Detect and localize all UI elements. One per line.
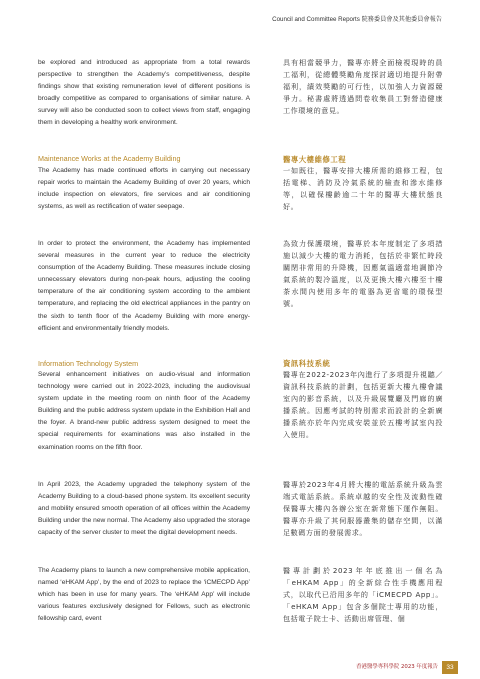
it-paragraph-1-en: Several enhancement initiatives on audio-visual and information technology were carried out in 2022-2023, including the audiovisual system update in the meeting room on ninth floor of the Academy Building and the public address system update in the Exhibition Hall and the foyer. A brand-new public address system designed to meet the special requirements for examinations was also installed in the examination rooms on the fifth floor. bbox=[38, 371, 250, 451]
running-header: Council and Committee Reports 院務委員會及其他委員會報告 bbox=[272, 16, 442, 23]
maintenance-heading-zh: 醫專大樓維修工程 bbox=[283, 155, 347, 164]
page-number: 33 bbox=[442, 661, 458, 674]
intro-paragraph-zh: 具有相當競爭力，醫專亦將全面檢視現時的員工福利，從總體獎勵角度探討適切地提升附帶福利，績效獎勵的可行性，以加強人力資源競爭力。秘書處將透過問卷收集員工對營造健康工作環境的意見。 bbox=[283, 58, 443, 116]
it-paragraph-2-zh: 醫專於2023年4月將大樓的電話系統升級為雲端式電話系統。系統卓越的安全性及流動性確保醫專大樓內各辦公室在新常態下運作無阻。醫專亦升級了其伺服器叢集的儲存空間，以滿足數碼方面的發展需求。 bbox=[283, 480, 443, 538]
it-heading-en: Information Technology System bbox=[38, 359, 139, 368]
maintenance-paragraph-1-zh: 一如既往，醫專安排大樓所需的維修工程，包括電梯、消防及冷氣系統的檢查和滲水維修等，以確保樓齡逾二十年的醫專大樓狀態良好。 bbox=[283, 166, 443, 212]
it-paragraph-1-zh: 醫專在2022-2023年內進行了多項提升視聽／資訊科技系統的計劃，包括更新大樓九樓會議室內的影音系統，以及升級展覽廳及門廊的廣播系統。因應考試的特別需求而設計的全新廣播系統亦於年內完成安裝並於五樓考試室內投入使用。 bbox=[283, 370, 443, 440]
footer-org-label: 香港醫學專科學院 2023 年度報告 bbox=[356, 664, 438, 670]
intro-paragraph-en: be explored and introduced as appropriate from a total rewards perspective to strengthen the Academy’s competitiveness, despite findings show that existing remuneration level of different positions is broadly competitive as compared to organisations of similar nature. A survey will also be conducted soon to collect views from staff, engaging them in developing a healthy work environment. bbox=[38, 59, 250, 127]
maintenance-paragraph-2-zh: 為致力保護環境，醫專於本年度制定了多項措施以減少大樓的電力消耗，包括於非繁忙時段關閉非常用的升降機，因應氣溫適當地調節冷氣系統的製冷溫度，以及更換大樓六樓至十樓茶水間內使用多年的電器為更省電的環保型號。 bbox=[283, 239, 443, 309]
maintenance-paragraph-2-en: In order to protect the environment, the Academy has implemented several measures in the current year to reduce the electricity consumption of the Academy Building. These measures include closing unnecessary elevators during non-peak hours, adjusting the cooling temperature of the air conditioning system according to the ambient temperature, and replacing the old electrical appliances in the pantry on the sixth to tenth floor of the Academy Building with more energy-efficient and environmentally friendly models. bbox=[38, 240, 250, 332]
it-paragraph-2-en: In April 2023, the Academy upgraded the telephony system of the Academy Building to a cloud-based phone system. Its excellent security and mobility ensured smooth operation of all offices within the Academy Building under the new normal. The Academy also upgraded the storage capacity of the server cluster to meet the digital development needs. bbox=[38, 481, 250, 537]
it-heading-zh: 資訊科技系統 bbox=[283, 359, 331, 368]
it-paragraph-3-en: The Academy plans to launch a new comprehensive mobile application, named ‘eHKAM App’, by the end of 2023 to replace the ‘iCMECPD App’ which has been in use for many years. The ‘eHKAM App’ will include various features exclusively designed for Fellows, such as electronic fellowship card, event bbox=[38, 567, 250, 623]
maintenance-heading-en: Maintenance Works at the Academy Building bbox=[38, 154, 181, 163]
it-paragraph-3-zh: 醫專計劃於2023年年底推出一個名為「eHKAM App」的全新綜合性手機應用程式，以取代已沿用多年的「iCMECPD App」。「eHKAM App」包含多個院士專用的功能，包括電子院士卡、活動出席管理、個 bbox=[283, 566, 443, 624]
maintenance-paragraph-1-en: The Academy has made continued efforts in carrying out necessary repair works to maintain the Academy Building of over 20 years, which include inspection on elevators, fire services and air conditioning systems, as well as rectification of water seepage. bbox=[38, 167, 250, 211]
